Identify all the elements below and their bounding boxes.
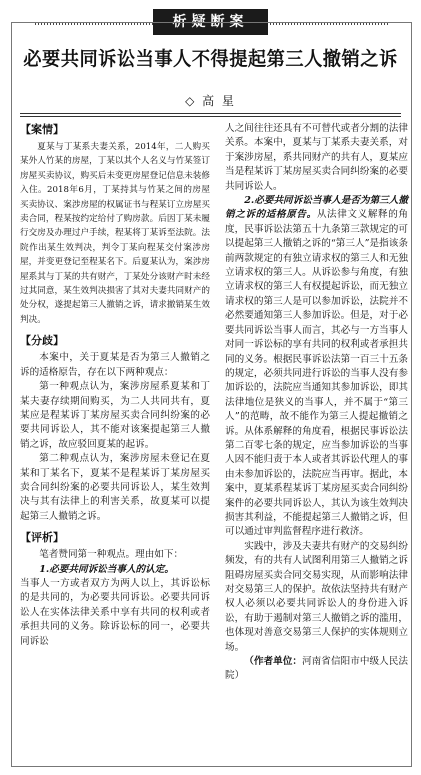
comment-paragraph-3: 实践中，涉及夫妻共有财产的交易纠纷频发，有的共有人试图利用第三人撤销之诉阻碍房屋买卖合同交易实现，从而影响法律对交易第三人的保护。故依法坚持共有财产权人必须以必要共同诉讼人的身份进入诉讼，有助于遏制对第三人撤销之诉的滥用，也体现对善意交易第三人保护的实体规则立场。 [225,540,408,653]
comment-paragraph-1-cont: 人之间往往还具有不可替代或者分割的法律关系。本案中，夏某与丁某系夫妻关系，对于案涉房屋，系共同财产的共有人，夏某应当是程某诉丁某房屋买卖合同纠纷案的必要共同诉讼人。 [225,123,408,192]
author-unit-label: （作者单位： [244,656,303,668]
section-heading-dispute: 【分歧】 [20,334,64,348]
dispute-paragraph-view1: 第一种观点认为，案涉房屋系夏某和丁某夫妻存续期间购买，为二人共同共有，夏某应是程某诉丁某房屋买卖合同纠纷案的必要共同诉讼人，其不能对该案提起第三人撤销之诉，故应驳回夏某的起诉。 [20,381,210,450]
case-paragraph: 夏某与丁某系夫妻关系，2014年，二人购买某外人竹某的房屋，丁某以其个人名义与竹某签订房屋买卖协议，购买后未变更房屋登记信息未装修入住。2018年6月，丁某持其与竹某之间的房屋买卖协议、案涉房屋的权属证书与程某订立房屋买卖合同，程某按约定给付了购房款。后因丁某未履行交房及办理过户手续，程某将丁某诉至法院。法院作出某生效判决，判令丁某向程某交付案涉房屋，并变更登记至程某名下。后夏某认为，案涉房屋系其与丁某的共有财产，丁某处分该财产时未经过其同意，某生效判决损害了其对夫妻共同财产的处分权，遂提起第三人撤销之诉，请求撤销某生效判决。 [20,142,210,325]
dispute-paragraph-view2: 第二种观点认为，案涉房屋未登记在夏某和丁某名下，夏某不是程某诉丁某房屋买卖合同纠纷案的必要共同诉讼人，某生效判决与其有法律上的利害关系，故夏某可以提起第三人撤销之诉。 [20,453,210,522]
author-unit: 河南省信阳市中级人民法院） [225,656,409,682]
comment-paragraph-2-body: 从法律文义解释的角度，民事诉讼法第五十九条第三款规定的可以提起第三人撤销之诉的“第三人”是指该条前两款规定的有独立请求权的第三人和无独立请求权的第三人。从诉讼参与角度，有独立请求权的第三人有权提起诉讼，而无独立请求权的第三人是可以参加诉讼，法院并不必然要通知第三人参加诉讼。但是，对于必要共同诉讼当事人而言，其必与一方当事人对同一诉讼标的享有共同的权利或者承担共同的义务。根据民事诉讼法第一百三十五条的规定，必须共同进行诉讼的当事人没有参加诉讼的，法院应当通知其参加诉讼，即其法律地位是狭义的当事人，并不属于“第三人”的范畴，故不能作为第三人提起撤销之诉。从体系解释的角度看，根据民事诉讼法第二百零七条的规定，应当参加诉讼的当事人因不能归责于本人或者其诉讼代理人的事由未参加诉讼的，法院应当再审。据此，本案中，夏某系程某诉丁某房屋买卖合同纠纷案件的必要共同诉讼人，其认为该生效判决损害其利益，不能提起第三人撤销之诉，但可以通过审判监督程序进行救济。 [225,209,409,538]
comment-subheading-1: 1.必要共同诉讼当事人的认定。 [39,563,174,575]
section-heading-comment: 【评析】 [20,531,64,545]
comment-paragraph-intro: 笔者赞同第一种观点。理由如下： [39,549,184,561]
right-column [225,122,408,684]
author-affiliation [225,655,408,684]
left-column [20,122,210,649]
comment-subheading-2: 2.必要共同诉讼当事人是否为第三人撤销之诉的适格原告。 [225,195,408,221]
title-divider [20,113,401,117]
comment-paragraph-2 [225,194,408,540]
comment-paragraph-1: 当事人一方或者双方为两人以上，其诉讼标的是共同的，为必要共同诉讼。必要共同诉讼人在实体法律关系中享有共同的权利或者承担共同的义务。除诉讼标的同一，必要共同诉讼 [20,577,210,647]
column-tag: 析疑断案 [153,9,268,35]
dispute-paragraph-intro: 本案中，关于夏某是否为第三人撤销之诉的适格原告，存在以下两种观点： [20,352,210,378]
section-heading-case: 【案情】 [20,123,64,136]
article-title: 必要共同诉讼当事人不得提起第三人撤销之诉 [23,48,398,70]
article-author: ◇ 高 星 [185,94,236,108]
